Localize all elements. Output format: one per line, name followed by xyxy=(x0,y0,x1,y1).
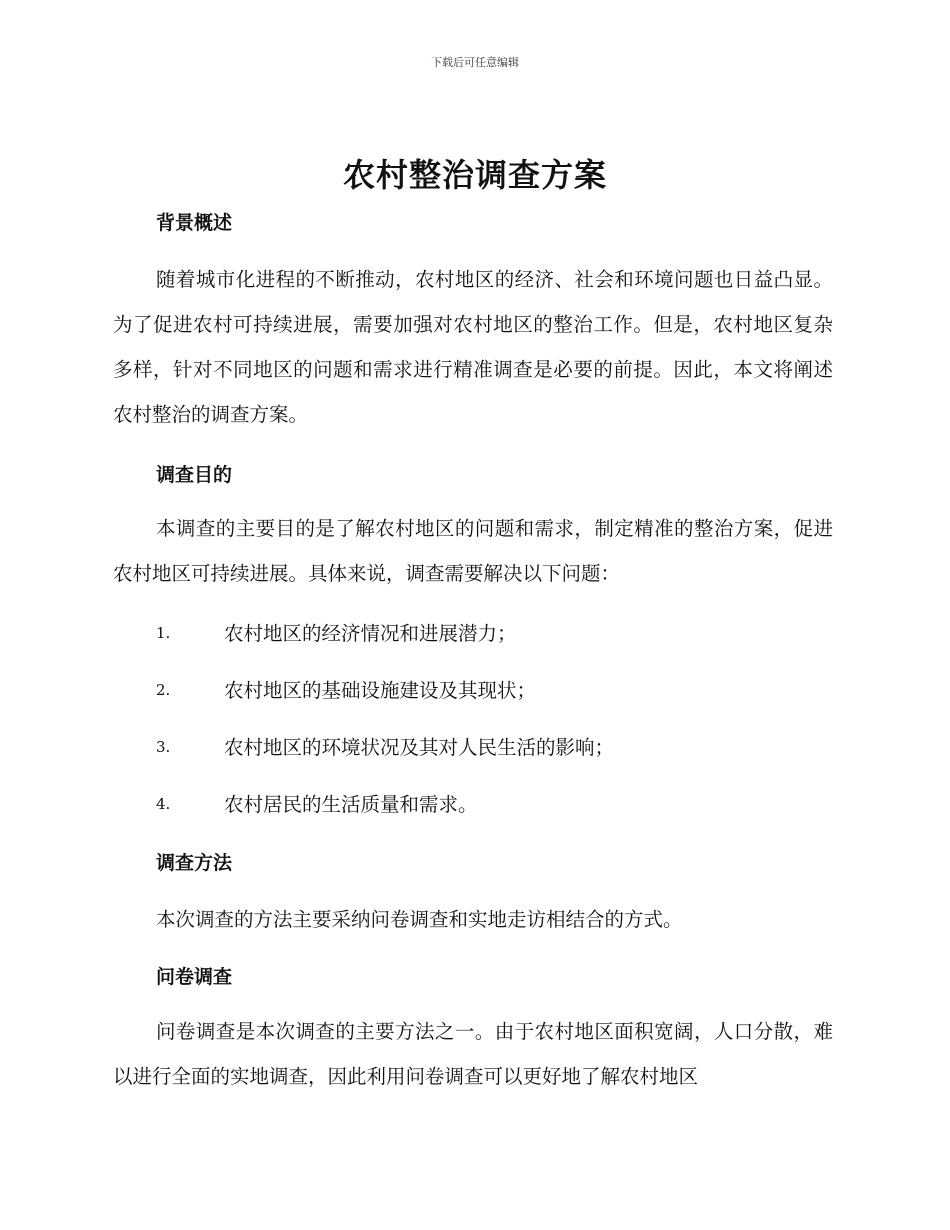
list-item xyxy=(156,675,836,705)
paragraph-method: 本次调查的方法主要采纳问卷调查和实地走访相结合的方式。 xyxy=(156,908,683,931)
list-item xyxy=(156,789,836,819)
document-title: 农村整治调查方案 xyxy=(342,156,607,194)
list-item xyxy=(156,732,836,762)
list-item-number: 1. xyxy=(156,624,171,642)
paragraph-purpose: 本调查的主要目的是了解农村地区的问题和需求，制定精准的整治方案，促进农村地区可持续进展。具体来说，调查需要解决以下问题： xyxy=(113,517,833,585)
list-item-text: 农村地区的环境状况及其对人民生活的影响； xyxy=(224,736,615,759)
section-heading-background: 背景概述 xyxy=(156,212,233,234)
header-note: 下载后可任意编辑 xyxy=(431,56,519,69)
section-heading-questionnaire: 问卷调查 xyxy=(156,966,233,988)
list-item-text: 农村居民的生活质量和需求。 xyxy=(224,793,478,816)
list-item-number: 4. xyxy=(156,795,171,813)
list-item-text: 农村地区的经济情况和进展潜力； xyxy=(224,622,517,645)
section-heading-method: 调查方法 xyxy=(156,852,233,874)
list-item-number: 2. xyxy=(156,681,171,699)
section-heading-purpose: 调查目的 xyxy=(156,464,233,486)
paragraph-background: 随着城市化进程的不断推动，农村地区的经济、社会和环境问题也日益凸显。为了促进农村可持续进展，需要加强对农村地区的整治工作。但是，农村地区复杂多样，针对不同地区的问题和需求进行精准调查是必要的前提。因此，本文将阐述农村整治的调查方案。 xyxy=(113,268,833,426)
list-item-text: 农村地区的基础设施建设及其现状； xyxy=(224,679,537,702)
list-item xyxy=(156,618,836,648)
paragraph-questionnaire: 问卷调查是本次调查的主要方法之一。由于农村地区面积宽阔，人口分散，难以进行全面的实地调查，因此利用问卷调查可以更好地了解农村地区 xyxy=(113,1020,833,1088)
list-item-number: 3. xyxy=(156,738,171,756)
